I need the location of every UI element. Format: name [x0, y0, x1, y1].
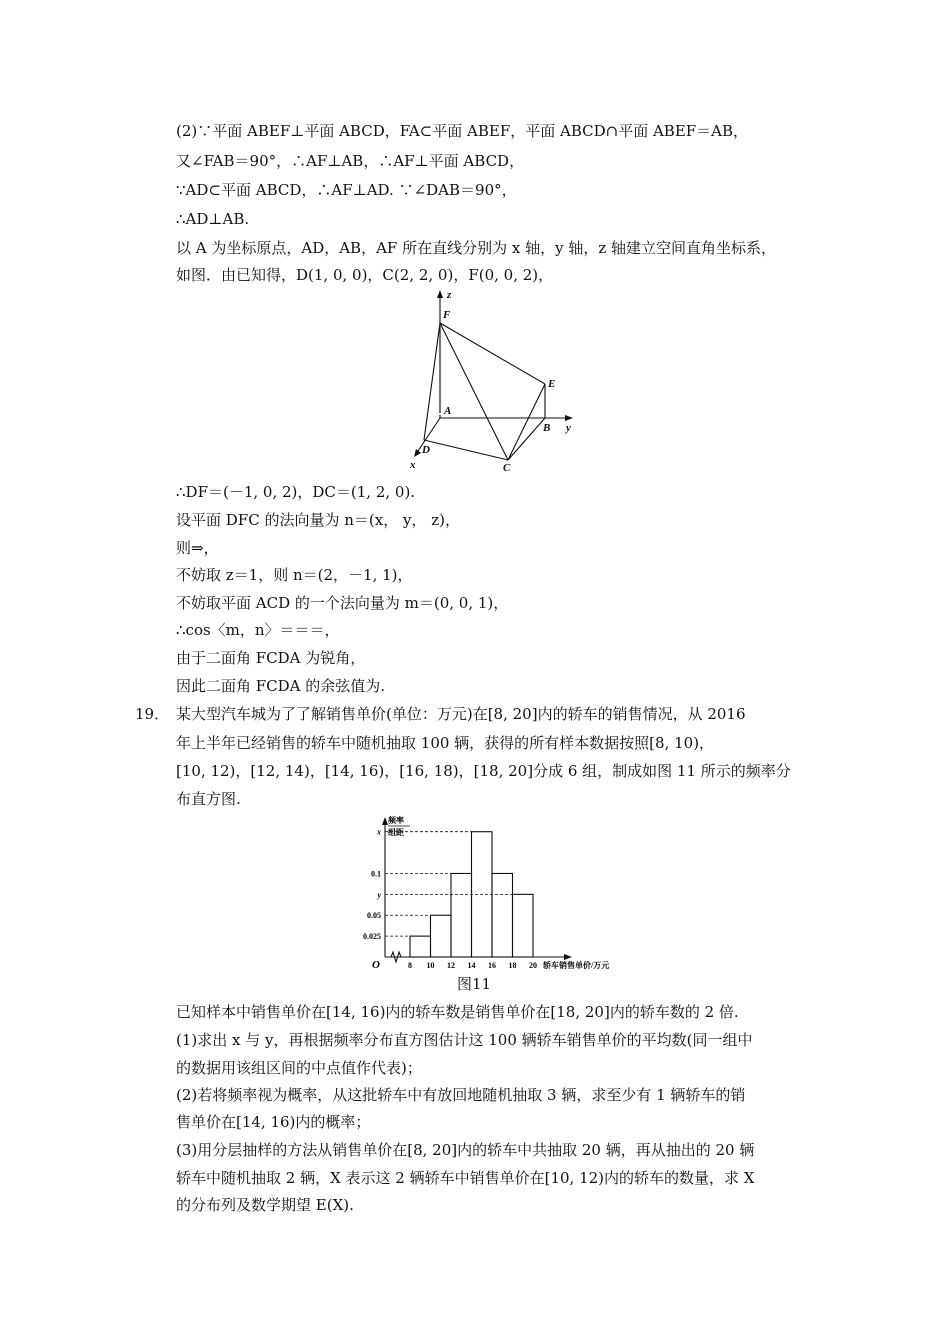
x-tick-label-0: 8: [408, 961, 412, 970]
hist-ylabel-top: 频率: [388, 816, 404, 825]
answer-line-2: (1)求出 x 与 y，再根据频率分布直方图估计这 100 辆轿车销售单价的平均数(同一组中: [176, 1031, 753, 1049]
label-B: B: [543, 422, 551, 434]
solution-line-7: ∴DF＝(－1, 0, 2)，DC＝(1, 2, 0).: [176, 483, 416, 501]
hist-x-arrow: [564, 954, 572, 960]
label-E: E: [548, 378, 556, 390]
answer-line-1: 已知样本中销售单价在[14, 16)内的轿车数是销售单价在[18, 20]内的轿车数的 2 倍.: [176, 1003, 739, 1021]
question-line-3: [10, 12)，[12, 14)，[14, 16)，[16, 18)，[18, 20]分成 6 组，制成如图 11 所示的频率分: [176, 762, 791, 780]
solution-line-12: ∴cos〈m，n〉＝＝＝，: [176, 621, 340, 639]
frequency-histogram: [355, 812, 635, 972]
label-x: x: [410, 459, 416, 471]
edge-DC: [424, 440, 508, 460]
y-arrow: [565, 415, 573, 421]
edge-CB: [508, 418, 545, 460]
x-tick-label-3: 14: [467, 961, 476, 970]
histogram-bar-5: [513, 894, 534, 957]
solution-line-4: ∴AD⊥AB.: [176, 210, 250, 228]
solution-line-14: 因此二面角 FCDA 的余弦值为.: [176, 677, 386, 695]
x-tick-label-2: 12: [447, 961, 455, 970]
label-y: y: [566, 422, 571, 434]
y-tick-label-2: 0.1: [371, 869, 381, 879]
answer-line-5: 售单价在[14, 16)内的概率；: [176, 1113, 371, 1131]
label-F: F: [443, 309, 451, 321]
label-A: A: [444, 405, 452, 417]
question-line-2: 年上半年已经销售的轿车中随机抽取 100 辆，获得的所有样本数据按照[8, 10)，: [176, 734, 715, 752]
question-line-4: 布直方图.: [176, 790, 241, 808]
solution-line-6: 如图．由已知得，D(1, 0, 0)，C(2, 2, 0)，F(0, 0, 2)，: [176, 266, 554, 284]
answer-line-4: (2)若将频率视为概率，从这批轿车中有放回地随机抽取 3 辆，求至少有 1 辆轿车的销: [176, 1086, 746, 1104]
histogram-bar-0: [410, 936, 431, 957]
histogram-bar-4: [492, 873, 513, 957]
y-tick-label-0: 0.025: [363, 932, 381, 942]
edge-CE: [508, 384, 545, 460]
question-line-1: 某大型汽车城为了了解销售单价(单位：万元)在[8, 20]内的轿车的销售情况，从 2016: [176, 705, 746, 723]
histogram-bar-2: [451, 873, 472, 957]
x-tick-label-5: 18: [508, 961, 517, 970]
z-arrow: [437, 290, 443, 298]
histogram-bar-1: [431, 915, 452, 957]
label-C: C: [503, 462, 511, 473]
figure-caption: 图11: [457, 975, 492, 993]
solution-line-2: 又∠FAB＝90°，∴AF⊥AB，∴AF⊥平面 ABCD，: [176, 152, 525, 170]
hist-origin: O: [372, 959, 380, 971]
answer-line-7: 轿车中随机抽取 2 辆，X 表示这 2 辆轿车中销售单价在[10, 12)内的轿车的数量，求 X: [176, 1169, 755, 1187]
edge-FC: [440, 323, 508, 460]
solution-line-3: ∵AD⊂平面 ABCD，∴AF⊥AD. ∵∠DAB＝90°，: [176, 181, 517, 199]
x-tick-label-6: 20: [529, 961, 537, 970]
answer-line-3: 的数据用该组区间的中点值作代表)；: [176, 1059, 422, 1077]
solution-line-11: 不妨取平面 ACD 的一个法向量为 m＝(0, 0, 1)，: [176, 594, 509, 612]
answer-line-8: 的分布列及数学期望 E(X).: [176, 1196, 354, 1214]
solid-figure: [400, 288, 600, 473]
x-arrow: [414, 449, 421, 457]
solution-line-10: 不妨取 z＝1，则 n＝(2，－1, 1)，: [176, 566, 413, 584]
solution-line-8: 设平面 DFC 的法向量为 n＝(x， y， z)，: [176, 511, 460, 529]
x-tick-label-4: 16: [488, 961, 496, 970]
solution-line-5: 以 A 为坐标原点，AD，AB，AF 所在直线分别为 x 轴，y 轴，z 轴建立空间直角坐标系，: [176, 239, 777, 257]
solution-line-13: 由于二面角 FCDA 为锐角，: [176, 649, 366, 667]
y-tick-label-1: 0.05: [367, 911, 381, 921]
hist-xlabel: 轿车销售单价/万元: [543, 961, 610, 970]
x-tick-label-1: 10: [426, 961, 435, 970]
answer-line-6: (3)用分层抽样的方法从销售单价在[8, 20]内的轿车中共抽取 20 辆，再从抽出的 20 辆: [176, 1141, 755, 1159]
question-number: 19．: [135, 705, 170, 723]
hist-ylabel-bottom: 组距: [388, 828, 404, 837]
y-tick-label-3: x: [377, 827, 381, 837]
solution-line-9: 则⇒，: [176, 539, 219, 557]
label-z: z: [447, 289, 452, 301]
solution-line-1: (2)∵平面 ABEF⊥平面 ABCD，FA⊂平面 ABEF，平面 ABCD∩平面 ABEF＝AB，: [176, 122, 749, 140]
label-D: D: [422, 444, 430, 456]
y-tick-label-4: y: [377, 890, 381, 900]
